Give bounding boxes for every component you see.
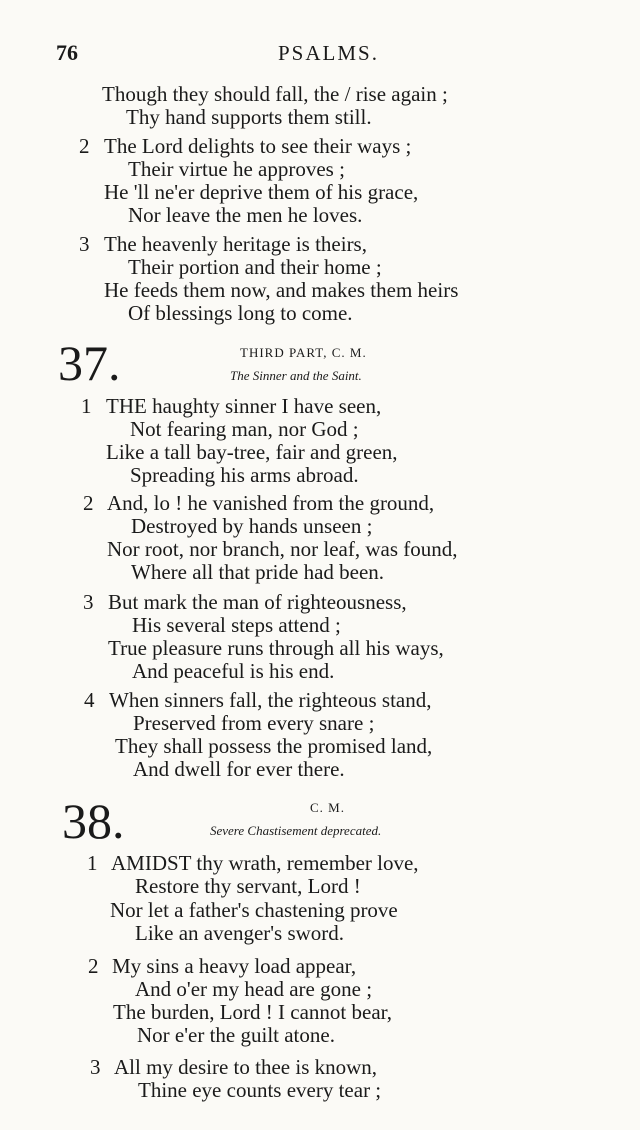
verse-line: AMIDST thy wrath, remember love, <box>111 851 419 875</box>
hymn-title: The Sinner and the Saint. <box>230 368 362 383</box>
stanza-number: 4 <box>84 688 95 712</box>
verse-line: The burden, Lord ! I cannot bear, <box>113 1000 393 1024</box>
stanza-number: 3 <box>90 1055 101 1079</box>
verse-line: Their portion and their home ; <box>128 255 382 279</box>
verse-line: Thine eye counts every tear ; <box>138 1078 382 1102</box>
verse-line: He 'll ne'er deprive them of his grace, <box>104 180 419 204</box>
verse-line: And o'er my head are gone ; <box>135 977 373 1001</box>
verse-line: Like a tall bay-tree, fair and green, <box>106 440 398 464</box>
verse-line: They shall possess the promised land, <box>115 734 433 758</box>
hymn-meter: THIRD PART, C. M. <box>240 345 367 360</box>
hymn-number: 38. <box>62 793 125 849</box>
verse-line: The heavenly heritage is theirs, <box>104 232 367 256</box>
stanza-number: 1 <box>81 394 92 418</box>
verse-line: Preserved from every snare ; <box>133 711 375 735</box>
verse-line: And peaceful is his end. <box>132 659 335 683</box>
running-head: PSALMS. <box>278 41 379 65</box>
verse-line: Their virtue he approves ; <box>128 157 345 181</box>
verse-line: Nor e'er the guilt atone. <box>137 1023 335 1047</box>
stanza-number: 2 <box>79 134 90 158</box>
stanza-number: 1 <box>87 851 98 875</box>
verse-line: My sins a heavy load appear, <box>112 954 357 978</box>
verse-line: THE haughty sinner I have seen, <box>106 394 382 418</box>
verse-line: Of blessings long to come. <box>128 301 353 325</box>
hymn-number: 37. <box>58 335 121 391</box>
verse-line: Nor leave the men he loves. <box>128 203 363 227</box>
verse-line: Thy hand supports them still. <box>126 105 372 129</box>
stanza-number: 2 <box>88 954 99 978</box>
verse-line: Where all that pride had been. <box>131 560 385 584</box>
verse-line: Destroyed by hands unseen ; <box>131 514 373 538</box>
verse-line: But mark the man of righteousness, <box>108 590 407 614</box>
page-number: 76 <box>56 40 78 65</box>
verse-line: His several steps attend ; <box>132 613 341 637</box>
verse-line: Though they should fall, the / rise again ; <box>102 82 448 106</box>
verse-line: And dwell for ever there. <box>133 757 345 781</box>
verse-line: Not fearing man, nor God ; <box>130 417 359 441</box>
verse-line: True pleasure runs through all his ways, <box>108 636 444 660</box>
verse-line: All my desire to thee is known, <box>114 1055 378 1079</box>
verse-line: The Lord delights to see their ways ; <box>104 134 412 158</box>
verse-line: When sinners fall, the righteous stand, <box>109 688 432 712</box>
verse-line: Nor root, nor branch, nor leaf, was found, <box>107 537 458 561</box>
verse-line: Like an avenger's sword. <box>135 921 345 945</box>
verse-line: Spreading his arms abroad. <box>130 463 359 487</box>
hymn-title: Severe Chastisement deprecated. <box>210 823 382 838</box>
hymn-meter: C. M. <box>310 800 345 815</box>
verse-line: Restore thy servant, Lord ! <box>135 874 361 898</box>
stanza-number: 3 <box>79 232 90 256</box>
verse-line: He feeds them now, and makes them heirs <box>104 278 459 302</box>
stanza-number: 2 <box>83 491 94 515</box>
stanza-number: 3 <box>83 590 94 614</box>
verse-line: Nor let a father's chastening prove <box>110 898 398 922</box>
verse-line: And, lo ! he vanished from the ground, <box>107 491 435 515</box>
